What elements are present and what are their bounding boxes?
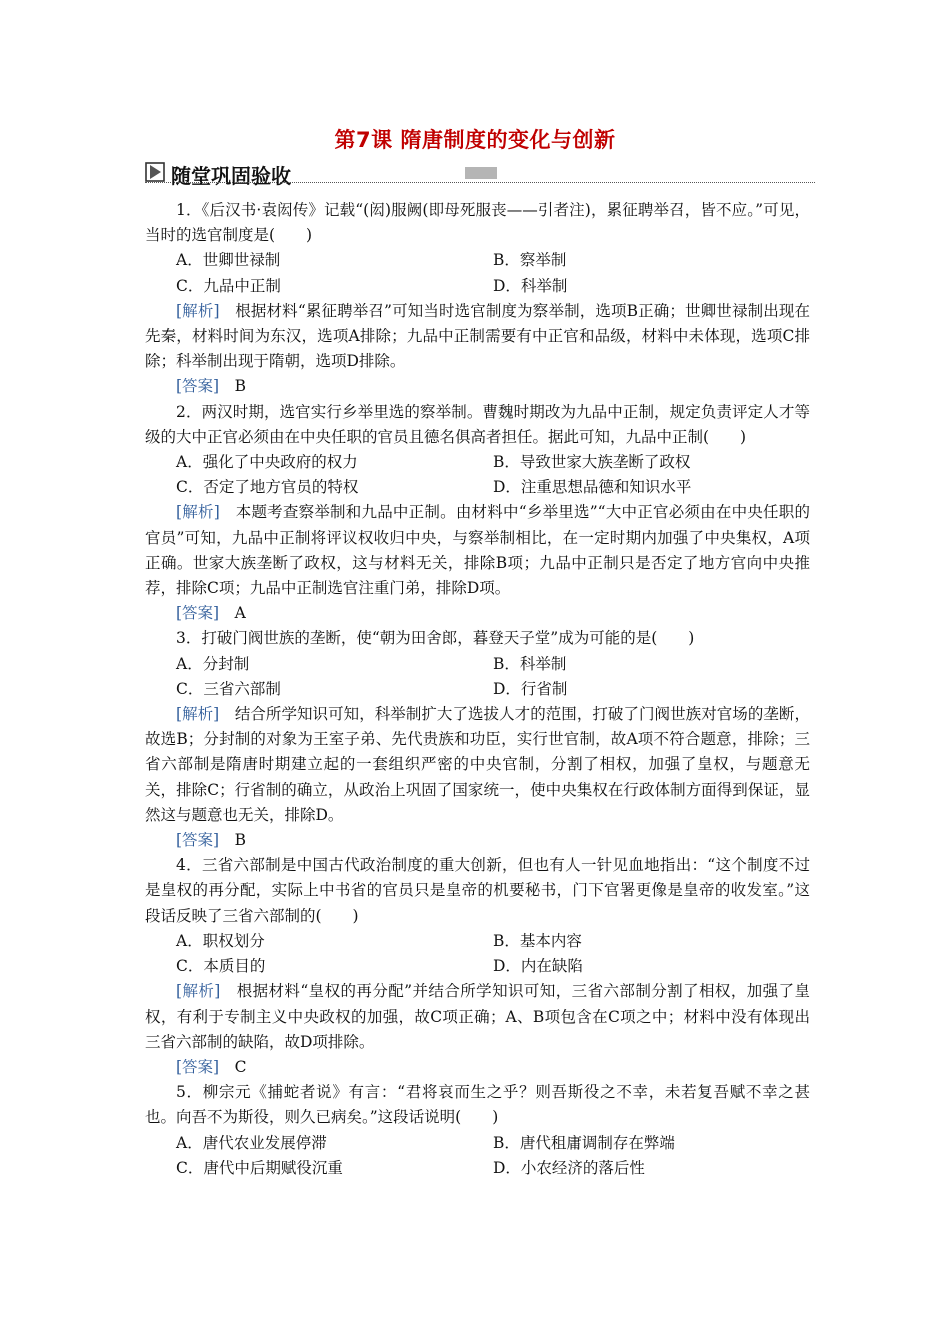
analysis-tag: [解析] [176, 503, 220, 522]
option-c: C．九品中正制 [176, 276, 281, 295]
answer-tag: [答案] [176, 604, 220, 623]
answer-value: B [234, 377, 247, 396]
section-header [145, 160, 815, 186]
option-d: D．内在缺陷 [493, 957, 583, 976]
option-b: B．基本内容 [493, 931, 582, 950]
question-item [145, 853, 810, 1080]
answer-tag: [答案] [176, 377, 220, 396]
option-b: B．察举制 [493, 251, 567, 270]
option-row [145, 677, 810, 702]
answer-line [145, 374, 810, 399]
option-d: D．科举制 [493, 276, 568, 295]
analysis-text: 结合所学知识可知，科举制扩大了选拔人才的范围，打破了门阀世族对官场的垄断，故选B；分封制的对象为王室子弟、先代贵族和功臣，实行世官制，故A项不符合题意，排除；三省六部制是隋唐时期建立起的一套组织严密的中央官制，分割了相权，加强了皇权，与题意无关，排除C；行省制的确立，从政治上巩固了国家统一，使中央集权在行政体制方面得到保证，显然这与题意也无关，排除D。 [145, 705, 810, 824]
option-row [145, 475, 810, 500]
option-row [145, 954, 810, 979]
option-b: B．科举制 [493, 654, 567, 673]
answer-value: C [234, 1057, 247, 1076]
question-stem: 3．打破门阀世族的垄断，使“朝为田舍郎，暮登天子堂”成为可能的是( ) [176, 629, 695, 648]
option-row [145, 1131, 810, 1156]
answer-line [145, 1055, 810, 1080]
analysis-paragraph [145, 500, 810, 601]
question-stem: 2．两汉时期，选官实行乡举里选的察举制。曹魏时期改为九品中正制，规定负责评定人才等级的大中正官必须由在中央任职的官员且德名俱高者担任。据此可知，九品中正制( ) [145, 402, 810, 446]
analysis-paragraph [145, 979, 810, 1055]
analysis-paragraph [145, 702, 810, 828]
analysis-tag: [解析] [176, 301, 220, 320]
question-stem: 4．三省六部制是中国古代政治制度的重大创新，但也有人一针见血地指出：“这个制度不过是皇权的再分配，实际上中书省的官员只是皇帝的机要秘书，门下官署更像是皇帝的收发室。”这段话反映了三省六部制的( ) [145, 856, 810, 925]
option-a: A．分封制 [176, 654, 250, 673]
analysis-text: 本题考查察举制和九品中正制。由材料中“乡举里选”“大中正官必须由在中央任职的官员”可知，九品中正制将评议权收归中央，与察举制相比，在一定时期内加强了中央集权，A项正确。世家大族垄断了政权，这与材料无关，排除B项；九品中正制只是否定了地方官向中央推荐，排除C项；九品中正制选官注重门弟，排除D项。 [145, 503, 810, 598]
option-d: D．行省制 [493, 679, 568, 698]
question-item [145, 198, 810, 400]
option-d: D．注重思想品德和知识水平 [493, 478, 692, 497]
analysis-paragraph [145, 299, 810, 375]
section-title: 随堂巩固验收 [171, 164, 291, 188]
page-title: 第7课 隋唐制度的变化与创新 [334, 128, 616, 152]
option-a: A．世卿世禄制 [176, 251, 281, 270]
question-item [145, 400, 810, 627]
analysis-tag: [解析] [176, 982, 221, 1001]
option-d: D．小农经济的落后性 [493, 1158, 645, 1177]
question-item [145, 1080, 810, 1181]
option-c: C．三省六部制 [176, 679, 281, 698]
option-row [145, 652, 810, 677]
option-a: A．唐代农业发展停滞 [176, 1133, 327, 1152]
answer-line [145, 828, 810, 853]
option-a: A．强化了中央政府的权力 [176, 453, 358, 472]
option-row [145, 1156, 810, 1181]
analysis-text: 根据材料“皇权的再分配”并结合所学知识可知，三省六部制分割了相权，加强了皇权，有利于专制主义中央政权的加强，故C项正确；A、B项包含在C项之中；材料中没有体现出三省六部制的缺陷，故D项排除。 [145, 982, 810, 1051]
section-decoration [465, 167, 497, 179]
option-c: C．否定了地方官员的特权 [176, 478, 359, 497]
analysis-tag: [解析] [176, 705, 220, 724]
answer-tag: [答案] [176, 1057, 220, 1076]
question-stem: 1．《后汉书·袁闳传》记载“(闳)服阙(即母死服丧——引者注)，累征聘举召，皆不应。”可见，当时的选官制度是( ) [145, 201, 810, 245]
question-list [145, 198, 810, 1181]
option-row [145, 274, 810, 299]
option-row [145, 929, 810, 954]
option-c: C．唐代中后期赋役沉重 [176, 1158, 343, 1177]
question-stem: 5．柳宗元《捕蛇者说》有言：“君将哀而生之乎？则吾斯役之不幸，未若复吾赋不幸之甚也。向吾不为斯役，则久已病矣。”这段话说明( ) [145, 1083, 810, 1127]
option-row [145, 248, 810, 273]
play-arrow-icon [145, 162, 165, 182]
option-b: B．导致世家大族垄断了政权 [493, 453, 691, 472]
option-b: B．唐代租庸调制存在弊端 [493, 1133, 675, 1152]
answer-line [145, 601, 810, 626]
question-item [145, 626, 810, 853]
option-row [145, 450, 810, 475]
answer-tag: [答案] [176, 831, 220, 850]
analysis-text: 根据材料“累征聘举召”可知当时选官制度为察举制，选项B正确；世卿世禄制出现在先秦，材料时间为东汉，选项A排除；九品中正制需要有中正官和品级，材料中未体现，选项C排除；科举制出现于隋朝，选项D排除。 [145, 301, 810, 371]
answer-value: A [234, 604, 246, 623]
dotted-divider [145, 182, 815, 183]
answer-value: B [234, 831, 247, 850]
option-c: C．本质目的 [176, 957, 266, 976]
option-a: A．职权划分 [176, 931, 265, 950]
